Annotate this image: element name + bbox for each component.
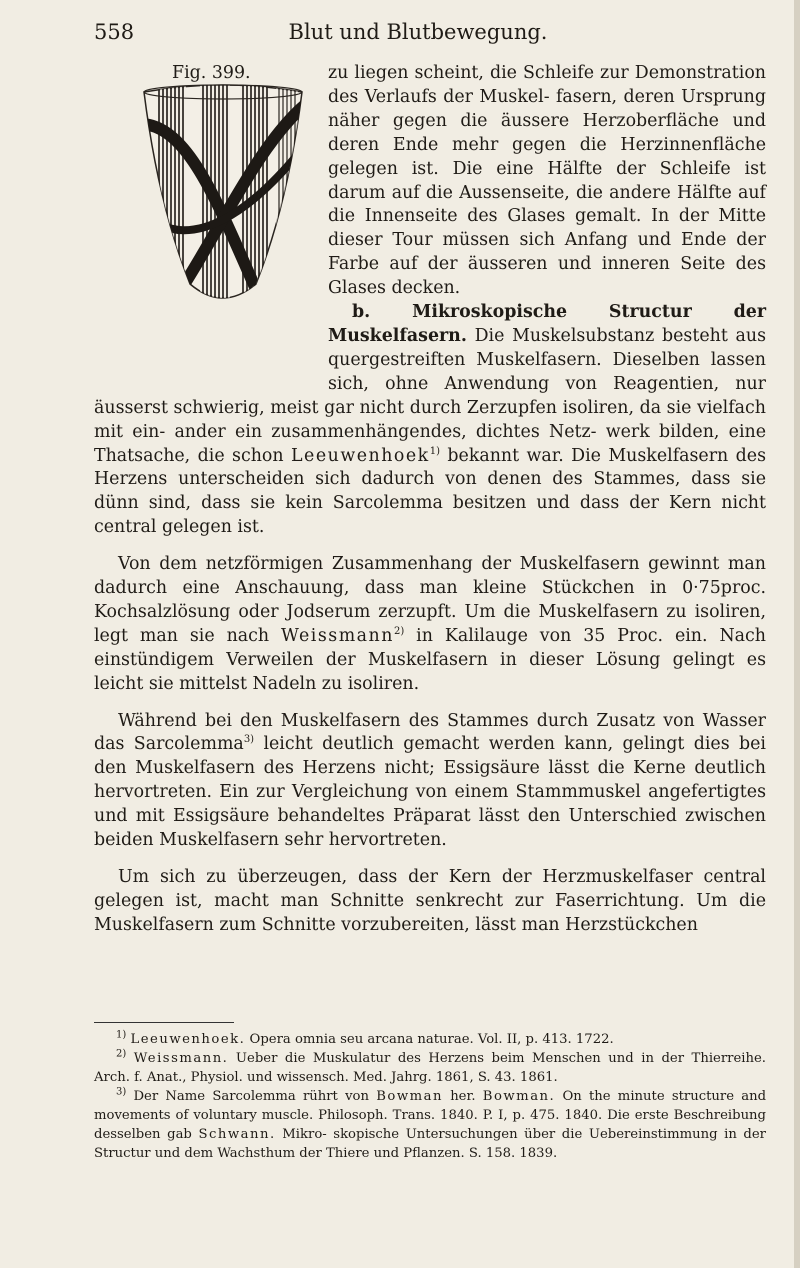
footnote-text: her. [442,1089,483,1104]
page-header [94,20,742,54]
author-name: Leeuwenhoek [291,445,430,466]
paragraph-text: leicht deutlich gemacht werden kann, gelingt dies bei den Muskelfasern des Herzens nicht; Essigsäure lässt die Kerne deutlich hervortreten. Ein zur Vergleichung von einem Stammmuskel angefertigtes und mit Essigsäure behandeltes Präparat lässt den Unterschied zwischen beiden Muskelfasern sehr hervortreten. [94,734,766,851]
footnote-author: Weissmann. [133,1051,229,1066]
footnote-text: Opera omnia seu arcana naturae. Vol. II, p. 413. 1722. [245,1032,614,1047]
paragraph-nucleus: Um sich zu überzeugen, dass der Kern der Herzmuskelfaser central gelegen ist, macht man Schnitte senkrecht zur Faserrichtung. Um die Muskelfasern zum Schnitte vorzubereiten, lässt man Herzstückchen [94,867,766,935]
paragraph-loop-demo: zu liegen scheint, die Schleife zur Demonstration des Verlaufs der Muskel- fasern, deren Ursprung näher gegen die äussere Herzoberfläche und deren Ende mehr gegen die Herzinnenfläche gelegen ist. Die eine Hälfte der Schleife ist darum auf die Aussenseite, die andere Hälfte auf die Innenseite des Glases gemalt. In der Mitte dieser Tour müssen sich Anfang und Ende der Farbe auf der äusseren und inneren Seite des Glases decken. [328,63,766,299]
paragraph-text: in Kalilauge von 35 Proc. ein. Nach einstündigem Verweilen der Muskelfasern in dieser Lösung gelingt es leicht sie mittelst Nadeln zu isoliren. [94,625,766,694]
footnote-text: On the minute structure and movements of voluntary muscle. Philosoph. Trans. 1840. P. I, p. 475. 1840. Die erste Beschreibung desselben gab [94,1089,767,1142]
footnote-mark: 1) [116,1029,127,1041]
running-title: Blut und Blutbewegung. [288,20,548,44]
footnote-author: Leeuwenhoek. [130,1032,246,1047]
footnote-text: Ueber die Muskulatur des Herzens beim Menschen und in der Thierreihe. Arch. f. Anat., Physiol. und wissensch. Med. Jahrg. 1861, S. 43. 1861. [94,1051,766,1085]
footnote-3 [94,1087,766,1163]
footnote-text: Mikro- skopische Untersuchungen über die Uebereinstimmung in der Structur und dem Wachsthum der Thiere und Pflanzen. S. 158. 1839. [94,1127,766,1161]
paragraph-text: Während bei den Muskelfasern des Stammes durch Zusatz von Wasser das Sarcolemma [94,710,766,755]
footnote-author: Schwann. [198,1127,276,1142]
body-text [94,62,766,938]
section-heading-b: b. Mikroskopische Structur der Muskelfasern. [328,302,766,346]
paragraph-text: Von dem netzförmigen Zusammenhang der Muskelfasern gewinnt man dadurch eine Anschauung, dass man kleine Stückchen in 0·75proc. Kochsalzlösung oder Jodserum zerzupft. Um die Muskelfasern zu isoliren, legt man sie nach [94,554,766,646]
footnote-ref-1[interactable]: 1) [429,445,440,457]
page-edge-shadow [794,0,800,1268]
page-number: 558 [94,20,135,44]
author-name: Weissmann [281,625,394,646]
footnote-mark: 2) [116,1048,127,1060]
paragraph-text: bekannt war. Die Muskelfasern des Herzens unterscheiden sich dadurch von denen des Stammes, dass sie dünn sind, dass sie kein Sarcolemma besitzen und dass der Kern nicht central gelegen ist. [94,445,766,538]
footnote-2 [94,1049,766,1087]
figure-399 [94,62,316,384]
paragraph-sarcolemma [94,710,766,853]
footnotes [94,1030,766,1163]
footnote-1 [94,1030,766,1049]
paragraph-text: Die Muskelsubstanz besteht aus quergestreiften Muskelfasern. Dieselben lassen sich, ohne Anwendung von Reagentien, nur äusserst schwierig, meist gar nicht durch Zerzupfen isoliren, da sie vielfach mit ein- ander ein zusammenhängendes, dichtes Netz- werk bilden, eine Thatsache, die schon [94,325,766,466]
footnote-ref-2[interactable]: 2) [393,626,405,638]
muscle-loop-glass-illustration [138,84,308,306]
figure-label: Fig. 399. [172,63,251,83]
paragraph-network [94,553,766,696]
footnote-author: Bowman. [482,1089,556,1104]
footnote-rule [94,1022,234,1023]
footnote-ref-3[interactable]: 3) [243,734,255,746]
footnote-mark: 3) [116,1086,127,1098]
footnote-author: Bowman [376,1089,443,1104]
footnote-text: Der Name Sarcolemma rührt von [126,1089,377,1104]
